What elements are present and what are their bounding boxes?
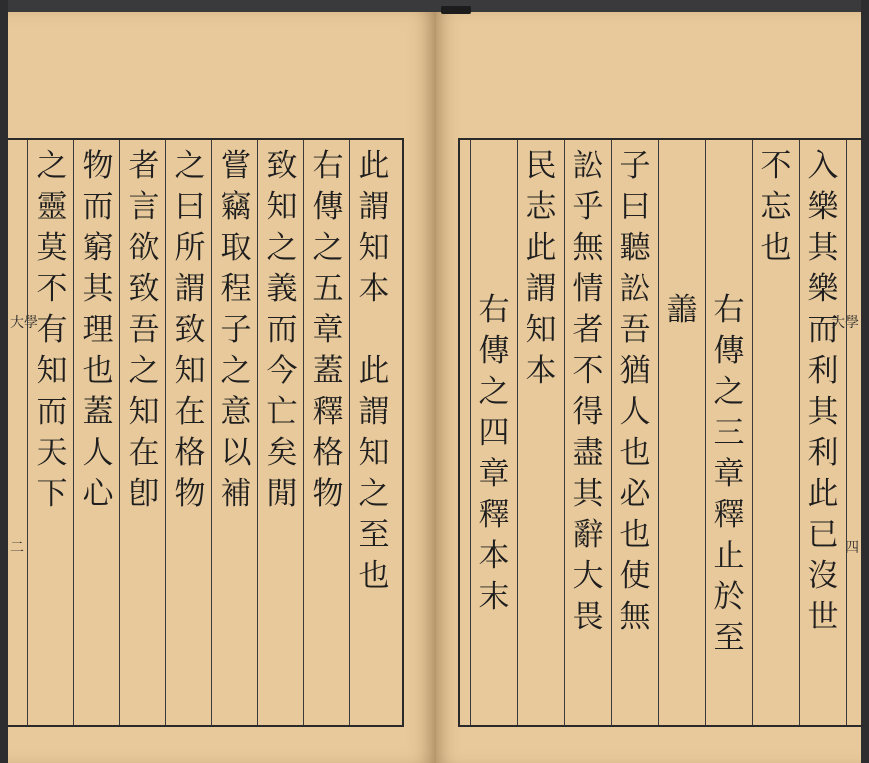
text-column bbox=[354, 146, 394, 597]
glyph: 莫 bbox=[36, 230, 68, 266]
glyph: 所 bbox=[174, 230, 206, 266]
glyph: 謂 bbox=[525, 271, 557, 307]
glyph: 靈 bbox=[36, 189, 68, 225]
glyph: 其 bbox=[807, 230, 839, 266]
glyph: 章 bbox=[478, 456, 510, 492]
glyph: 不 bbox=[572, 353, 604, 389]
glyph: 本 bbox=[525, 353, 557, 389]
glyph: 聽 bbox=[619, 230, 651, 266]
glyph: 窮 bbox=[82, 230, 114, 266]
glyph: 也 bbox=[619, 517, 651, 553]
glyph: 止 bbox=[713, 538, 745, 574]
text-column bbox=[568, 146, 608, 638]
text-column bbox=[615, 146, 655, 638]
glyph: 知 bbox=[266, 189, 298, 225]
glyph: 三 bbox=[713, 415, 745, 451]
glyph: 之 bbox=[266, 230, 298, 266]
glyph: 在 bbox=[174, 394, 206, 430]
glyph: 而 bbox=[82, 189, 114, 225]
glyph: 不 bbox=[760, 148, 792, 184]
glyph: 人 bbox=[619, 394, 651, 430]
glyph: 此 bbox=[358, 353, 390, 389]
glyph: 章 bbox=[312, 312, 344, 348]
glyph: 猶 bbox=[619, 353, 651, 389]
glyph: 釋 bbox=[478, 497, 510, 533]
glyph: 志 bbox=[525, 189, 557, 225]
glyph: 吾 bbox=[619, 312, 651, 348]
glyph: 譱 bbox=[666, 292, 698, 328]
glyph: 入 bbox=[807, 148, 839, 184]
glyph: 於 bbox=[713, 579, 745, 615]
right-text-frame bbox=[458, 138, 863, 727]
glyph: 世 bbox=[807, 599, 839, 635]
text-column bbox=[216, 146, 256, 515]
glyph: 子 bbox=[220, 312, 252, 348]
glyph: 也 bbox=[358, 558, 390, 594]
text-column bbox=[709, 290, 749, 659]
glyph: 之 bbox=[128, 353, 160, 389]
glyph: 而 bbox=[807, 312, 839, 348]
glyph: 嘗 bbox=[220, 148, 252, 184]
glyph: 亡 bbox=[266, 394, 298, 430]
glyph bbox=[359, 310, 390, 351]
text-column bbox=[756, 146, 796, 269]
glyph: 情 bbox=[572, 271, 604, 307]
glyph: 忘 bbox=[760, 189, 792, 225]
glyph: 辭 bbox=[572, 517, 604, 553]
glyph: 而 bbox=[266, 312, 298, 348]
glyph: 其 bbox=[572, 476, 604, 512]
glyph: 本 bbox=[358, 271, 390, 307]
glyph: 右 bbox=[713, 292, 745, 328]
glyph: 樂 bbox=[807, 189, 839, 225]
glyph: 傳 bbox=[713, 333, 745, 369]
glyph: 知 bbox=[358, 435, 390, 471]
text-column bbox=[474, 290, 514, 618]
glyph: 在 bbox=[128, 435, 160, 471]
glyph: 畏 bbox=[572, 599, 604, 635]
glyph: 致 bbox=[266, 148, 298, 184]
text-column bbox=[262, 146, 302, 515]
glyph: 此 bbox=[358, 148, 390, 184]
left-edge-number: 二 bbox=[10, 540, 24, 556]
glyph: 有 bbox=[36, 312, 68, 348]
left-edge-title: 大學 bbox=[10, 315, 38, 331]
glyph: 至 bbox=[713, 620, 745, 656]
scan-border-left bbox=[0, 0, 8, 763]
glyph: 之 bbox=[713, 374, 745, 410]
glyph: 章 bbox=[713, 456, 745, 492]
glyph: 此 bbox=[807, 476, 839, 512]
glyph: 人 bbox=[82, 435, 114, 471]
right-page bbox=[436, 12, 861, 763]
right-edge-title: 大學 bbox=[831, 315, 859, 331]
glyph: 格 bbox=[312, 435, 344, 471]
glyph: 以 bbox=[220, 435, 252, 471]
glyph: 者 bbox=[572, 312, 604, 348]
glyph: 而 bbox=[36, 394, 68, 430]
glyph: 已 bbox=[807, 517, 839, 553]
glyph: 心 bbox=[82, 476, 114, 512]
glyph: 乎 bbox=[572, 189, 604, 225]
glyph: 民 bbox=[525, 148, 557, 184]
glyph: 無 bbox=[572, 230, 604, 266]
glyph: 義 bbox=[266, 271, 298, 307]
glyph: 閒 bbox=[266, 476, 298, 512]
text-column bbox=[32, 146, 72, 515]
glyph: 知 bbox=[174, 353, 206, 389]
glyph: 知 bbox=[525, 312, 557, 348]
glyph: 物 bbox=[174, 476, 206, 512]
glyph: 不 bbox=[36, 271, 68, 307]
glyph: 格 bbox=[174, 435, 206, 471]
glyph: 蓋 bbox=[82, 394, 114, 430]
glyph: 必 bbox=[619, 476, 651, 512]
glyph: 今 bbox=[266, 353, 298, 389]
glyph: 子 bbox=[619, 148, 651, 184]
glyph: 卽 bbox=[128, 476, 160, 512]
glyph: 之 bbox=[36, 148, 68, 184]
glyph: 曰 bbox=[619, 189, 651, 225]
glyph: 補 bbox=[220, 476, 252, 512]
glyph: 吾 bbox=[128, 312, 160, 348]
text-column bbox=[803, 146, 843, 638]
glyph: 曰 bbox=[174, 189, 206, 225]
glyph: 其 bbox=[807, 394, 839, 430]
glyph: 竊 bbox=[220, 189, 252, 225]
glyph: 下 bbox=[36, 476, 68, 512]
glyph: 訟 bbox=[619, 271, 651, 307]
glyph: 矣 bbox=[266, 435, 298, 471]
glyph: 之 bbox=[312, 230, 344, 266]
glyph: 致 bbox=[128, 271, 160, 307]
glyph: 謂 bbox=[358, 189, 390, 225]
glyph: 物 bbox=[82, 148, 114, 184]
glyph: 知 bbox=[358, 230, 390, 266]
glyph: 也 bbox=[619, 435, 651, 471]
glyph: 無 bbox=[619, 599, 651, 635]
glyph: 四 bbox=[478, 415, 510, 451]
glyph: 利 bbox=[807, 353, 839, 389]
glyph: 之 bbox=[478, 374, 510, 410]
glyph: 傳 bbox=[478, 333, 510, 369]
glyph: 大 bbox=[572, 558, 604, 594]
glyph: 傳 bbox=[312, 189, 344, 225]
glyph: 得 bbox=[572, 394, 604, 430]
glyph: 末 bbox=[478, 579, 510, 615]
glyph: 五 bbox=[312, 271, 344, 307]
glyph: 此 bbox=[525, 230, 557, 266]
glyph: 謂 bbox=[358, 394, 390, 430]
glyph: 訟 bbox=[572, 148, 604, 184]
glyph: 取 bbox=[220, 230, 252, 266]
glyph: 意 bbox=[220, 394, 252, 430]
glyph: 其 bbox=[82, 271, 114, 307]
glyph: 盡 bbox=[572, 435, 604, 471]
glyph: 樂 bbox=[807, 271, 839, 307]
glyph: 物 bbox=[312, 476, 344, 512]
left-text-frame bbox=[8, 138, 404, 727]
glyph: 者 bbox=[128, 148, 160, 184]
glyph: 程 bbox=[220, 271, 252, 307]
glyph: 使 bbox=[619, 558, 651, 594]
glyph: 致 bbox=[174, 312, 206, 348]
glyph: 至 bbox=[358, 517, 390, 553]
glyph: 釋 bbox=[312, 394, 344, 430]
glyph: 蓋 bbox=[312, 353, 344, 389]
glyph: 本 bbox=[478, 538, 510, 574]
glyph: 之 bbox=[220, 353, 252, 389]
text-column bbox=[78, 146, 118, 515]
text-column bbox=[662, 290, 702, 331]
glyph: 右 bbox=[478, 292, 510, 328]
glyph: 理 bbox=[82, 312, 114, 348]
text-column bbox=[170, 146, 210, 515]
glyph: 也 bbox=[82, 353, 114, 389]
glyph: 天 bbox=[36, 435, 68, 471]
binding-clip bbox=[441, 6, 471, 14]
glyph: 言 bbox=[128, 189, 160, 225]
glyph: 釋 bbox=[713, 497, 745, 533]
text-column bbox=[521, 146, 561, 392]
glyph: 利 bbox=[807, 435, 839, 471]
right-edge-number: 四 bbox=[845, 540, 859, 556]
glyph: 之 bbox=[174, 148, 206, 184]
text-column bbox=[308, 146, 348, 515]
glyph: 知 bbox=[128, 394, 160, 430]
glyph: 之 bbox=[358, 476, 390, 512]
glyph: 沒 bbox=[807, 558, 839, 594]
glyph: 謂 bbox=[174, 271, 206, 307]
text-column bbox=[124, 146, 164, 515]
left-page bbox=[8, 12, 436, 763]
glyph: 也 bbox=[760, 230, 792, 266]
glyph: 知 bbox=[36, 353, 68, 389]
glyph: 欲 bbox=[128, 230, 160, 266]
glyph: 右 bbox=[312, 148, 344, 184]
